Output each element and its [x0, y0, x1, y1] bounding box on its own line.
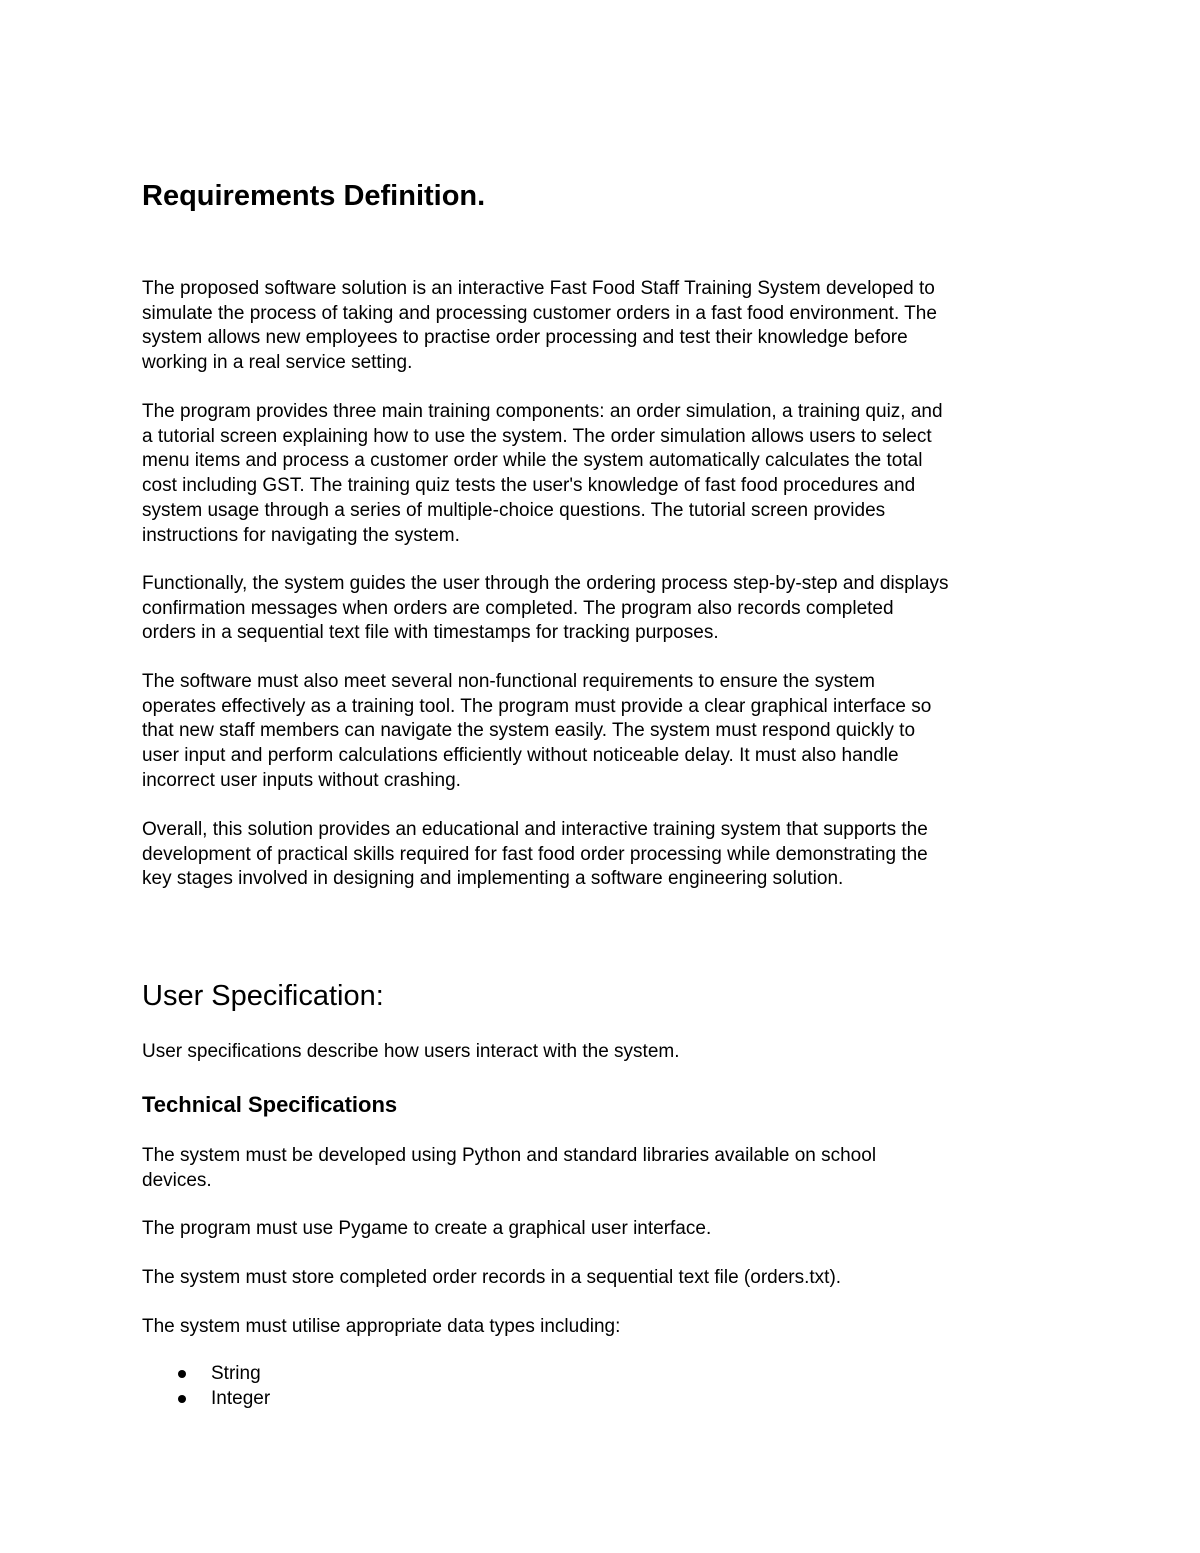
- list-item: [142, 1387, 270, 1412]
- text-line: menu items and process a customer order while the system automatically calculates the total: [142, 450, 923, 472]
- requirements-paragraph-3: [142, 572, 1067, 646]
- text-line: cost including GST. The training quiz tests the user's knowledge of fast food procedures and: [142, 475, 916, 497]
- bullet-icon: [178, 1395, 186, 1403]
- text-line: system usage through a series of multiple-choice questions. The tutorial screen provides: [142, 499, 886, 521]
- user-specification-heading: User Specification:: [142, 980, 384, 1012]
- text-line: simulate the process of taking and processing customer orders in a fast food environment. The: [142, 302, 937, 324]
- text-line: incorrect user inputs without crashing.: [142, 769, 461, 791]
- text-line: orders in a sequential text file with timestamps for tracking purposes.: [142, 622, 719, 644]
- technical-specifications-heading: Technical Specifications: [142, 1092, 398, 1117]
- text-line: The system must be developed using Python and standard libraries available on school: [142, 1145, 877, 1166]
- text-line: development of practical skills required for fast food order processing while demonstrating the: [142, 843, 928, 865]
- bullet-icon: [178, 1370, 186, 1378]
- technical-paragraph-2: [142, 1217, 1067, 1242]
- text-line: instructions for navigating the system.: [142, 524, 460, 546]
- technical-paragraph-4: [142, 1315, 1067, 1340]
- requirements-definition-heading: Requirements Definition.: [142, 180, 486, 212]
- text-line: The system must store completed order records in a sequential text file (orders.txt).: [142, 1267, 842, 1288]
- technical-paragraph-3: [142, 1266, 1067, 1291]
- requirements-paragraph-1: [142, 277, 1067, 376]
- requirements-paragraph-4: [142, 670, 1067, 794]
- text-line: that new staff members can navigate the system easily. The system must respond quickly to: [142, 720, 916, 742]
- text-line: operates effectively as a training tool. The program must provide a clear graphical interface so: [142, 695, 932, 717]
- text-line: a tutorial screen explaining how to use the system. The order simulation allows users to select: [142, 425, 932, 447]
- text-line: Overall, this solution provides an educational and interactive training system that supports the: [142, 819, 928, 840]
- text-line: Functionally, the system guides the user through the ordering process step-by-step and displays: [142, 573, 949, 594]
- text-line: The program provides three main training components: an order simulation, a training quiz, and: [142, 401, 943, 422]
- data-types-list: [142, 1362, 270, 1411]
- list-item: [142, 1362, 270, 1387]
- text-line: confirmation messages when orders are completed. The program also records completed: [142, 597, 894, 619]
- text-line: devices.: [142, 1169, 212, 1191]
- list-item-label: Integer: [211, 1387, 271, 1409]
- text-line: working in a real service setting.: [142, 352, 413, 374]
- technical-paragraph-1: [142, 1144, 1067, 1193]
- text-line: The program must use Pygame to create a graphical user interface.: [142, 1218, 712, 1239]
- text-line: user input and perform calculations efficiently without noticeable delay. It must also handle: [142, 745, 899, 767]
- user-specification-intro: [142, 1040, 1067, 1065]
- requirements-paragraph-5: [142, 818, 1067, 892]
- text-line: The proposed software solution is an interactive Fast Food Staff Training System developed to: [142, 278, 935, 299]
- text-line: The software must also meet several non-functional requirements to ensure the system: [142, 671, 875, 692]
- text-line: The system must utilise appropriate data types including:: [142, 1316, 621, 1337]
- list-item-label: String: [211, 1363, 261, 1384]
- text-line: key stages involved in designing and implementing a software engineering solution.: [142, 868, 844, 890]
- text-line: User specifications describe how users interact with the system.: [142, 1041, 680, 1062]
- requirements-paragraph-2: [142, 400, 1067, 548]
- text-line: system allows new employees to practise order processing and test their knowledge before: [142, 327, 908, 349]
